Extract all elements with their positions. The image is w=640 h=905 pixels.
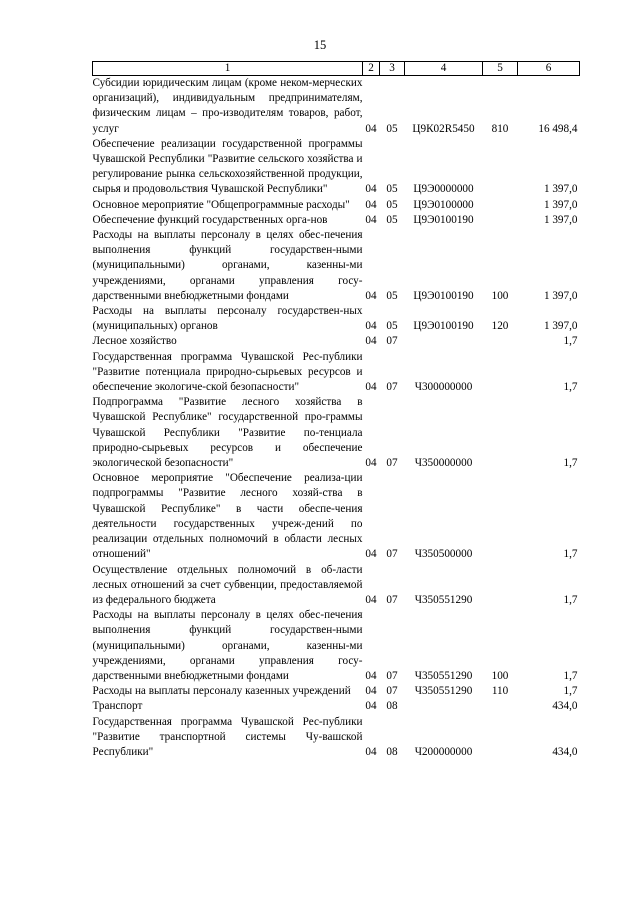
table-row — [93, 304, 580, 334]
header-pr: 3 — [380, 62, 405, 76]
row-section-code: 04 — [365, 700, 377, 713]
table-row — [93, 563, 580, 609]
row-name: Расходы на выплаты персоналу в целях обес-печения выполнения функций государствен-ными (муниципальными) органами, казенны-ми учреждениями, органами управления госу-дарственными внебюджетными фондами — [92, 609, 363, 682]
row-target-article: Ц9Э0100190 — [413, 320, 474, 333]
row-expense-type — [483, 471, 518, 562]
row-expense-type: 120 — [491, 320, 509, 333]
row-target-article — [405, 699, 483, 714]
row-section-code: 04 — [365, 335, 377, 348]
row-name: Государственная программа Чувашской Рес-публики "Развитие транспортной системы Чу-вашской Республики" — [92, 715, 363, 758]
row-name: Лесное хозяйство — [92, 335, 177, 348]
row-subsection-code: 05 — [386, 213, 398, 226]
row-expense-type: 110 — [491, 685, 509, 698]
row-subsection-code: 08 — [386, 745, 398, 758]
row-amount: 1,7 — [563, 669, 578, 682]
row-section-code: 04 — [365, 381, 377, 394]
row-target-article — [405, 334, 483, 349]
table-row — [93, 395, 580, 471]
row-amount: 16 498,4 — [538, 122, 578, 135]
row-section-code: 04 — [365, 745, 377, 758]
row-section-code: 04 — [365, 593, 377, 606]
table-row — [93, 228, 580, 304]
row-target-article: Ч350551290 — [414, 685, 473, 698]
row-section-code: 04 — [365, 122, 377, 135]
row-target-article: Ч350551290 — [414, 593, 473, 606]
row-amount: 1,7 — [563, 548, 578, 561]
row-name: Субсидии юридическим лицам (кроме неком-мерческих организаций), индивидуальным предпринимателям, физическим лицам – про-изводителям товаров, работ, услуг — [92, 77, 363, 135]
row-name: Основное мероприятие "Обеспечение реализа-ции подпрограммы "Развитие лесного хозяй-ства в Чувашской Республике" в части обеспе-чения деятельности государственных учреж-дений по реализации отдельных полномочий в области лесных отношений" — [92, 472, 363, 561]
row-amount: 434,0 — [552, 745, 578, 758]
table-row — [93, 198, 580, 213]
row-name: Осуществление отдельных полномочий в об-ласти лесных отношений за счет субвенции, предоставляемой из федерального бюджета — [92, 563, 363, 606]
row-expense-type — [483, 715, 518, 761]
row-target-article: Ц9Э0100190 — [413, 289, 474, 302]
row-expense-type: 810 — [491, 122, 509, 135]
row-name: Расходы на выплаты персоналу в целях обес-печения выполнения функций государствен-ными (муниципальными) органами, казенны-ми учреждениями, органами управления госу-дарственными внебюджетными фондами — [92, 229, 363, 302]
row-subsection-code: 05 — [386, 183, 398, 196]
row-expense-type — [483, 395, 518, 471]
row-section-code: 04 — [365, 548, 377, 561]
row-amount: 1,7 — [563, 335, 578, 348]
row-section-code: 04 — [365, 320, 377, 333]
row-amount: 1,7 — [563, 381, 578, 394]
table-row — [93, 350, 580, 396]
header-vr: 5 — [483, 62, 518, 76]
row-target-article: Ч350000000 — [414, 457, 473, 470]
table-row — [93, 608, 580, 684]
row-target-article: Ц9Э0000000 — [413, 183, 474, 196]
row-name: Обеспечение функций государственных орга-нов — [92, 213, 328, 226]
row-subsection-code: 07 — [386, 685, 398, 698]
row-expense-type — [483, 213, 518, 228]
row-amount: 1 397,0 — [543, 213, 578, 226]
row-subsection-code: 07 — [386, 381, 398, 394]
row-amount: 1 397,0 — [543, 320, 578, 333]
row-name: Расходы на выплаты персоналу государствен-ных (муниципальных) органов — [92, 305, 363, 333]
row-subsection-code: 05 — [386, 289, 398, 302]
row-amount: 1 397,0 — [543, 289, 578, 302]
page-number: 15 — [313, 38, 327, 52]
budget-table — [92, 61, 580, 760]
row-name: Расходы на выплаты персоналу казенных учреждений — [92, 685, 351, 698]
row-subsection-code: 07 — [386, 593, 398, 606]
table-row — [93, 76, 580, 137]
row-section-code: 04 — [365, 669, 377, 682]
row-subsection-code: 05 — [386, 198, 398, 211]
row-target-article: Ц9Э0100190 — [413, 213, 474, 226]
table-row — [93, 715, 580, 761]
row-target-article: Ц9Э0100000 — [413, 198, 474, 211]
row-subsection-code: 08 — [386, 700, 398, 713]
row-expense-type — [483, 563, 518, 609]
row-amount: 1,7 — [563, 685, 578, 698]
row-amount: 1,7 — [563, 457, 578, 470]
table-row — [93, 137, 580, 198]
row-expense-type — [483, 350, 518, 396]
row-section-code: 04 — [365, 685, 377, 698]
row-name: Основное мероприятие "Общепрограммные расходы" — [92, 198, 350, 211]
row-subsection-code: 07 — [386, 457, 398, 470]
row-section-code: 04 — [365, 457, 377, 470]
table-row — [93, 684, 580, 699]
row-amount: 1 397,0 — [543, 183, 578, 196]
row-target-article: Ч350500000 — [414, 548, 473, 561]
table-row — [93, 471, 580, 562]
row-amount: 1,7 — [563, 593, 578, 606]
header-name: 1 — [93, 62, 363, 76]
row-target-article: Ч300000000 — [414, 381, 473, 394]
table-header-row — [93, 62, 580, 76]
row-section-code: 04 — [365, 183, 377, 196]
row-amount: 434,0 — [552, 700, 578, 713]
row-target-article: Ч350551290 — [414, 669, 473, 682]
row-subsection-code: 07 — [386, 669, 398, 682]
row-name: Транспорт — [92, 700, 143, 713]
row-expense-type — [483, 137, 518, 198]
header-sum: 6 — [518, 62, 580, 76]
row-expense-type — [483, 699, 518, 714]
row-section-code: 04 — [365, 213, 377, 226]
row-subsection-code: 07 — [386, 335, 398, 348]
row-name: Обеспечение реализации государственной программы Чувашской Республики "Развитие сельского хозяйства и регулирование рынка сельскохозяйственной продукции, сырья и продовольствия Чувашской Республики" — [92, 137, 363, 196]
row-section-code: 04 — [365, 198, 377, 211]
table-row — [93, 213, 580, 228]
row-target-article: Ц9К02R5450 — [412, 122, 475, 135]
row-name: Подпрограмма "Развитие лесного хозяйства в Чувашской Республике" государственной про-граммы Чувашской Республики "Развитие по-тенциала природно-сырьевых ресурсов и обеспечение экологической безопасности" — [92, 396, 363, 470]
table-row — [93, 334, 580, 349]
row-amount: 1 397,0 — [543, 198, 578, 211]
row-expense-type — [483, 198, 518, 213]
row-expense-type: 100 — [491, 669, 509, 682]
header-rz: 2 — [363, 62, 380, 76]
table-row — [93, 699, 580, 714]
row-target-article: Ч200000000 — [414, 745, 473, 758]
row-subsection-code: 05 — [386, 320, 398, 333]
row-section-code: 04 — [365, 289, 377, 302]
row-subsection-code: 05 — [386, 122, 398, 135]
header-csr: 4 — [405, 62, 483, 76]
row-expense-type — [483, 334, 518, 349]
row-name: Государственная программа Чувашской Рес-публики "Развитие потенциала природно-сырьевых ресурсов и обеспечение экологиче-ской безопасности" — [92, 350, 363, 394]
row-subsection-code: 07 — [386, 548, 398, 561]
row-expense-type: 100 — [491, 289, 509, 302]
